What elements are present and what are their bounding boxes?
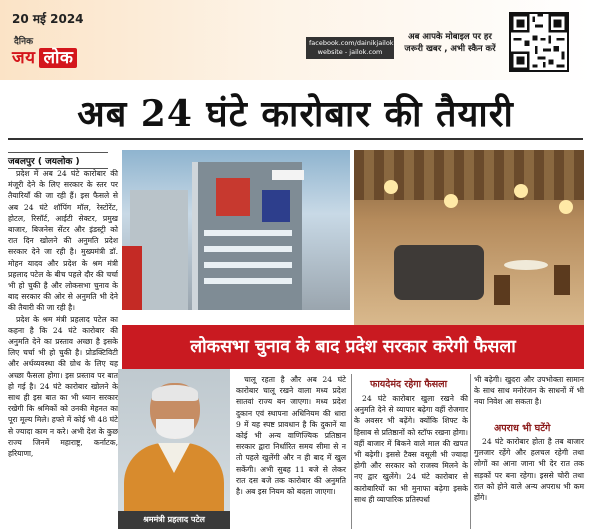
photo-caption: श्रममंत्री प्रहलाद पटेल (118, 511, 230, 529)
minister-photo (118, 369, 230, 529)
subhead-beneficial: फायदेमंद रहेगा फैसला (370, 379, 448, 390)
facebook-link[interactable]: facebook.com/dainikjailok (309, 39, 394, 47)
logo-lok: लोक (39, 48, 77, 68)
column-divider (470, 374, 471, 529)
main-headline: अब 24 घंटे कारोबार की तैयारी (77, 93, 514, 135)
subhead-crime: अपराध भी घटेंगे (494, 423, 551, 434)
subheadline-banner: लोकसभा चुनाव के बाद प्रदेश सरकार करेगी फैसला (122, 325, 584, 369)
article-column-left (8, 168, 118, 459)
paragraph: 24 घंटे कारोबार खुला रखने की अनुमति देने से व्यापार बढ़ेगा वहीं रोजगार के अवसर भी बढ़ेंगे। क्योंकि शिफ्ट के हिसाब से प्रतिष्ठानों को स्टॉफ रखना होगा। वहीं बाजार में बिकने वाले माल की खपत भी बढ़ेगी। इससे टैक्स वसूली भी ज्यादा होगी और सरकार को राजस्व मिलने के नए द्वार खुलेंगे। 24 घंटे कारोबार से कारोबारियों का भी मुनाफा बढ़ेगा इसके साथ ही व्यापारिक प्रतिस्पर्धा (354, 394, 468, 504)
paragraph: 24 घंटे कारोबार होता है तब बाजार गुलजार रहेंगे और हलचल रहेगी तथा लोगों का आना जाना भी देर रात तक सड़कों पर बना रहेगा। इससे चोरी तथा रात को होने वाले अन्य अपराध भी कम होंगे। (474, 437, 584, 503)
restaurant-photo (354, 150, 584, 325)
logo-jay: जय (12, 48, 36, 68)
website-link[interactable]: website - jailok.com (317, 48, 383, 56)
masthead (0, 0, 591, 80)
column-divider (351, 374, 352, 529)
paragraph: भी बढ़ेगी। खुदरा और उपभोक्ता सामान के साथ साथ मनोरंजन के साधनों में भी नया निवेश आ सकता है। (474, 375, 584, 407)
masthead-dainik: दैनिक (14, 37, 34, 47)
qr-code-icon[interactable] (509, 12, 569, 72)
social-links (306, 37, 394, 59)
paragraph: प्रदेश में अब 24 घंटे कारोबार की मंजूरी देने के लिए सरकार के स्तर पर तैयारियाँ की जा रही हैं। इस फैसले से अब 24 घंटे शॉपिंग मॉल, रेस्टोरेंट, होटल, रिसॉर्ट, आईटी सेक्टर, प्रमुख बाजार, बिजनेस सेंटर और इंडस्ट्री को रात दिन खोलने की अनुमति प्रदेश सरकार देने जा रही है। मुख्यमंत्री डॉ. मोहन यादव और प्रदेश के श्रम मंत्री प्रहलाद पटेल के बीच पहले दौर की चर्चा भी हो चुकी है और लोकसभा चुनाव के बाद सरकार की ओर से अनुमति भी देने की तैयारी की जा रही है। (8, 169, 118, 313)
headline-divider (8, 138, 583, 140)
article-column-3 (354, 393, 468, 505)
paragraph: प्रदेश के श्रम मंत्री प्रहलाद पटेल का कहना है कि 24 घंटे कारोबार की अनुमति देने का प्रस्ताव अच्छा है इसके लिए चर्चा भी हो चुकी है। प्रोडक्टिविटी और अर्थव्यवस्था की ग्रोथ के लिए यह अच्छा फैसला होगा। इस प्रस्ताव पर बात हो गई है। 24 घंटे कारोबार खोलने के साथ ही इस बात का भी ध्यान सरकार रखेगी कि श्रमिकों को उनकी मेहनत का पूरा मूल्य मिले। हफ्ते में कोई भी 48 घंटे से ज्यादा काम न करे। अभी देश के कुछ राज्य जिनमें महाराष्ट्र, कर्नाटक, हरियाणा, (8, 314, 118, 459)
shopping-mall-photo (122, 150, 350, 310)
paragraph: चालू रहता है और अब 24 घंटे कारोबार चालू रखने वाला मध्य प्रदेश सातवां राज्य बन जाएगा। मध्य प्रदेश दुकान एवं स्थापना अधिनियम की धारा 9 में यह स्पष्ट प्रावधान है कि दुकानें या कोई भी अन्य वाणिज्यिक प्रतिष्ठान सरकार द्वारा निर्धारित समय सीमा से न तो पहले खुलेंगी और न ही बाद में खुल सकेंगी। अभी सुबह 11 बजे से लेकर रात दस बजे तक कारोबार की अनुमति है। अब इस नियम को बदला जाएगा। (236, 375, 346, 497)
article-column-4b (474, 436, 584, 503)
article-column-4 (474, 374, 584, 408)
dateline: जबलपुर ( जयलोक ) (8, 152, 108, 169)
article-column-mid (236, 374, 346, 497)
scan-tagline: अब आपके मोबाइल पर हर जरूरी खबर , अभी स्कैन करें (404, 32, 496, 54)
newspaper-logo (12, 45, 77, 68)
issue-date: 20 मई 2024 (12, 12, 84, 26)
